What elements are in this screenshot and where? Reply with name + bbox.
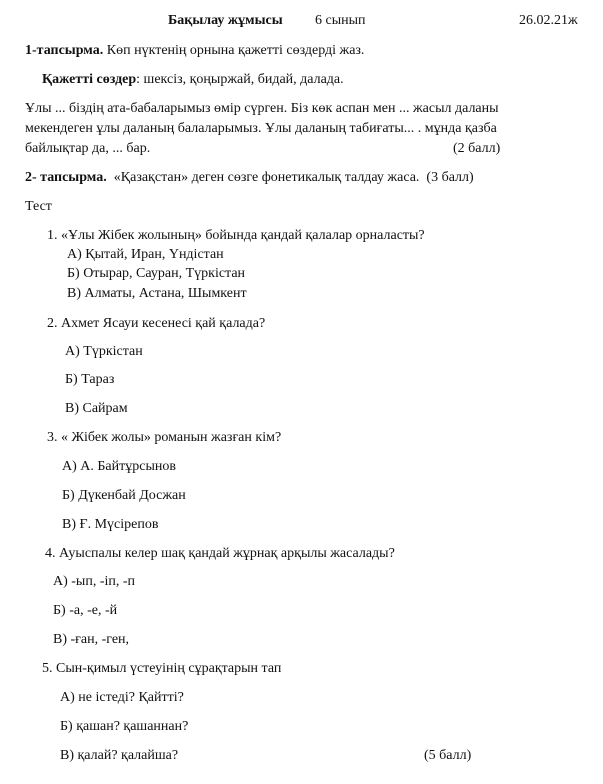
task2-line — [25, 169, 474, 187]
question-1-option-a: А) Қытай, Иран, Үндістан — [67, 247, 224, 262]
question-5-option-b: Б) қашан? қашаннан? — [60, 719, 189, 734]
page-title: Бақылау жұмысы — [168, 13, 283, 28]
question-3-option-c: В) Ғ. Мүсірепов — [62, 517, 159, 532]
test-points: (5 балл) — [424, 748, 472, 763]
task1-label: 1-тапсырма. — [25, 43, 104, 58]
question-2-option-c: В) Сайрам — [65, 401, 128, 416]
question-1-option-c: В) Алматы, Астана, Шымкент — [67, 286, 247, 301]
required-words-line — [42, 71, 344, 89]
question-4-option-b: Б) -а, -е, -й — [53, 603, 118, 618]
question-4: 4. Ауыспалы келер шақ қандай жұрнақ арқылы жасалады? — [45, 546, 395, 561]
question-2-option-b: Б) Тараз — [65, 372, 115, 387]
task2-text: «Қазақстан» деген сөзге фонетикалық талдау жаса. — [113, 170, 420, 185]
question-5-option-a: А) не істеді? Қайтті? — [60, 690, 184, 705]
task2-label: 2- тапсырма. — [25, 170, 107, 185]
task1-text-line: мекендеген ұлы даланың балаларымыз. Ұлы даланың табиғаты... . мұнда қазба — [25, 121, 497, 136]
test-heading: Тест — [25, 199, 52, 214]
question-4-option-a: А) -ып, -іп, -п — [53, 574, 136, 589]
question-2: 2. Ахмет Ясауи кесенесі қай қалада? — [47, 316, 266, 331]
date-label: 26.02.21ж — [519, 13, 578, 28]
question-1: 1. «Ұлы Жібек жолының» бойында қандай қалалар орналасты? — [47, 228, 425, 243]
task1-text-line: Ұлы ... біздің ата-бабаларымыз өмір сүрген. Біз көк аспан мен ... жасыл даланы — [25, 101, 499, 116]
task1-instruction: Көп нүктенің орнына қажетті сөздерді жаз. — [106, 43, 365, 58]
task2-points: (3 балл) — [426, 170, 474, 185]
question-3-option-a: А) А. Байтұрсынов — [62, 459, 176, 474]
grade-label: 6 сынып — [315, 13, 366, 28]
question-3-option-b: Б) Дүкенбай Досжан — [62, 488, 186, 503]
task1-points: (2 балл) — [453, 141, 501, 156]
required-words-list: : шексіз, қоңыржай, бидай, далада. — [136, 72, 344, 87]
required-words-label: Қажетті сөздер — [42, 72, 137, 87]
question-5: 5. Сын-қимыл үстеуінің сұрақтарын тап — [42, 661, 282, 676]
question-4-option-c: В) -ған, -ген, — [53, 632, 130, 647]
task1-text-line: байлықтар да, ... бар. — [25, 141, 151, 156]
question-1-option-b: Б) Отырар, Сауран, Түркістан — [67, 266, 246, 281]
question-3: 3. « Жібек жолы» романын жазған кім? — [47, 430, 282, 445]
question-5-option-c: В) қалай? қалайша? — [60, 748, 179, 763]
task1-line — [25, 42, 364, 60]
question-2-option-a: А) Түркістан — [65, 344, 143, 359]
